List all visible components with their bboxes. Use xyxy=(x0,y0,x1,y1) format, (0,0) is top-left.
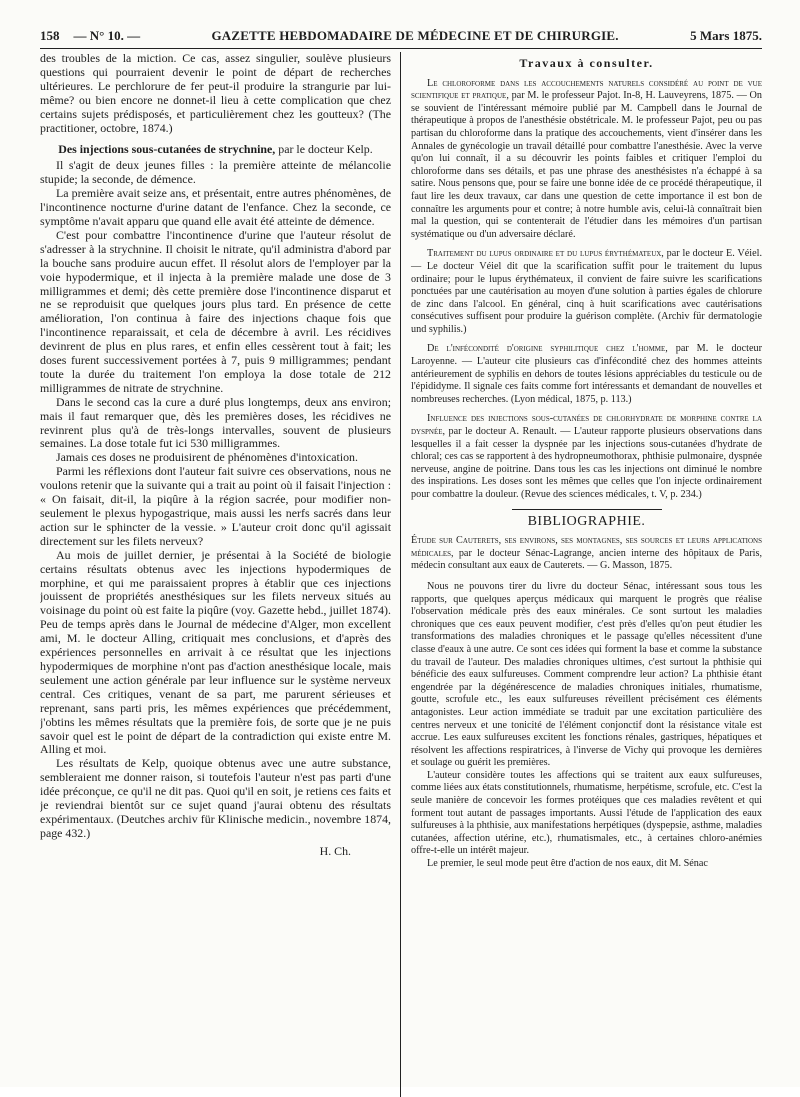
abstract-heading: Le chloroforme dans les accouchements naturels considéré au point de vue scientifique et pratique, xyxy=(411,77,762,102)
bibliography-heading-rest: par le docteur Sénac-Lagrange, ancien interne des hôpitaux de Paris, médecin consultant aux eaux de Cauterets. — G. Masson, 1875. xyxy=(411,547,762,572)
journal-title: GAZETTE HEBDOMADAIRE DE MÉDECINE ET DE CHIRURGIE. xyxy=(211,28,619,43)
section-divider xyxy=(512,509,662,510)
signature: H. Ch. xyxy=(319,843,351,858)
page-header xyxy=(40,28,762,49)
page-number: 158 xyxy=(40,28,60,43)
section-title: Travaux à consulter. xyxy=(519,56,654,70)
paragraph: des troubles de la miction. Ce cas, assez singulier, soulève plusieurs questions qui pourraient devenir le point de départ de recherches ultérieures. Le perchlorure de fer peut-il produire la strangurie par lui-même? ou bien encore ne donnet-il lieu à cette complication que chez certains sujets prédisposés, et particulièrement chez les goutteux? (The practitioner, octobre, 1874.) xyxy=(40,52,391,135)
abstract-heading: De l'infécondité d'origine syphilitique chez l'homme, xyxy=(427,343,668,355)
paragraph: La première avait seize ans, et présentait, entre autres phénomènes, de l'incontinence nocturne d'urine datant de l'enfance. Chez la seconde, ce symptôme n'avait apparu que quand elle avait été atteinte de démence. xyxy=(40,186,391,228)
abstract-heading: Influence des injections sous-cutanées de chlorhydrate de morphine contre la dyspnée, xyxy=(411,413,762,438)
article-title-text: Des injections sous-cutanées de strychnine, xyxy=(58,142,276,157)
bibliography-heading xyxy=(411,535,762,573)
abstract-item xyxy=(411,343,762,406)
article-byline: par le docteur Kelp. xyxy=(278,142,373,157)
issue-number: — N° 10. — xyxy=(73,28,141,43)
paragraph: Parmi les réflexions dont l'auteur fait suivre ces observations, nous ne voulons retenir que la suivante qui a trait au point où il faisait l'injection : « On faisait, dit-il, la piqûre à la région sacrée, pour modifier non-seulement le plexus hypogastrique, mais aussi les nerfs sacrés dans leur action sur le sphincter de la vessie. » L'auteur croit donc qu'il agissait directement sur les filets nerveux? xyxy=(40,464,391,548)
paragraph: Au mois de juillet dernier, je présentai à la Société de biologie certains résultats obtenus avec les injections hypodermiques de morphine, et qui me paraissaient propres à établir que ces injections jouissent de propriétés anesthésiques sur les filets nerveux situés au voisinage du point où est faite la piqûre (voy. Gazette hebd., juillet 1874). Peu de temps après dans le Journal de médecine d'Alger, mon excellent ami, M. le docteur Alling, critiquait mes conclusions, et d'après des expériences personnelles en arrivait à ce résultat que les injections hypodermiques de morphine n'ont pas d'action anesthésique locale, mais seulement une action générale par leur influence sur le système nerveux central. Ces critiques, venant de sa part, me parurent sérieuses et reprenant, sans parti pris, les mêmes expériences que précédemment, j'obtins les mêmes résultats que la première fois, de sorte que je ne puis savoir quel est le point de départ de la contradiction qui existe entre M. Alling et moi. xyxy=(40,547,391,757)
paragraph: Jamais ces doses ne produisirent de phénomènes d'intoxication. xyxy=(56,450,358,465)
paragraph: C'est pour combattre l'incontinence d'urine que l'auteur résolut de s'adresser à la strychnine. Il choisit le nitrate, qu'il administra d'abord par la bouche sans produire aucun effet. Il résolut alors de l'employer par la voie hypodermique, et il injecta à la première malade une dose de 3 milligrammes et demi; dès cette première dose l'incontinence disparut et ne se reproduisit que quelques jours plus tard. En présence de cette amélioration, l'on continua à faire des injections chaque fois que l'incontinence reparaissait, et cela de décembre à avril. Les récidives devinrent de plus en plus rares, et enfin elles cessèrent tout à fait; les doses furent successivement portées à 7, puis 9 milligrammes; pendant toute la durée du traitement l'on employa la dose totale de 212 milligrammes de nitrate de strychnine. xyxy=(40,227,391,395)
paragraph: Nous ne pouvons tirer du livre du docteur Sénac, intéressant sous tous les rapports, que quelques aperçus médicaux qui marquent le progrès que réalise l'observation médicale près des eaux minérales. Ce sont surtout les maladies chroniques que ces eaux peuvent modifier, c'est près d'elles qu'on peut étudier les transformations des maladies chroniques et le passage qu'elles nécessitent d'une classe d'eaux à une autre. Ce sont ces idées qui forment la base et comme la substance du travail de l'auteur. Des maladies chroniques ultimes, c'est surtout la phthisie qui bénéficie des eaux sulfureuses. Comment comprendre leur action? La phthisie étant engendrée par la dégénérescence de maladies chroniques initiales, rhumatisme, goutte, scrofule etc., les eaux sulfureuses réveillent précisément ces éléments antagonistes. Leur action immédiate se traduit par une excitation particulière des centres nerveux et une tonicité de l'élément conjonctif dont la résistance vitale est accrue. Les eaux sulfureuses excitent les fonctions rénales, gastriques, hépatiques et résolvent les affections respiratrices, à l'inverse de Vichy qui provoque les dernières et soulage ou guérit les premières. xyxy=(411,580,762,769)
paragraph: Dans le second cas la cure a duré plus longtemps, deux ans environ; mais il faut remarquer que, dès les premières doses, les récidives ne revinrent plus qu'à de très-longs intervalles, souvent de plusieurs semaines. La dose totale fut ici 530 milligrammes. xyxy=(40,394,391,451)
abstract-body: par M. le professeur Pajot. In-8, H. Lauveyrens, 1875. — On se souvient de l'intéressant mémoire publié par M. Campbell dans le Journal de thérapeutique à propos de l'anesthésie obstétricale. M. le professeur Pajot, peu ou pas partisan du chloroforme dans la pratique des accouchements, vient d'insérer dans les Annales de gynécologie un travail détaillé pour combattre l'anesthésie. Avec la verve qu'on lui connaît, il a su découvrir les points faibles et critiquer l'emploi du chloroforme dans ses détails, et pas une phrase des anesthésistes n'a échappé à sa satire. Nous pensons que, pour se faire une bonne idée de ce procédé thérapeutique, il faut lire les deux travaux, car dans une question de cette importance il est bon de connaître les arguments pour et contre; à notre humble avis, celui-là connaîtrait bien mal la question, qui se contenterait de l'étudier dans les mémoires d'un partisan systématique ou d'un adversaire déclaré. xyxy=(411,90,762,240)
article-title xyxy=(40,143,391,157)
abstract-body: par le docteur E. Véiel. — Le docteur Véiel dit que la scarification suffit pour le traitement du lupus ordinaire; pour le lupus érythémateux, il convient de faire suivre les scarifications ponctuées par une cautérisation au moyen d'une solution à parties égales de chlorure de zinc dans l'alcool. En général, cinq à huit scarifications avec cautérisations consécutives suffisent pour produire la guérison complète. (Archiv für dermatologie und syphilis.) xyxy=(411,248,762,335)
bibliography-title: BIBLIOGRAPHIE. xyxy=(527,513,646,529)
abstract-item xyxy=(411,248,762,336)
right-column xyxy=(400,52,762,1097)
columns xyxy=(40,52,762,1097)
left-column xyxy=(40,52,400,1097)
abstract-body: par M. le docteur Laroyenne. — L'auteur cite plusieurs cas d'infécondité chez des hommes atteints antérieurement de syphilis en dehors de toutes lésions appréciables du testicule ou de l'épididyme. Il signale ces faits comme fort intéressants et demandant de nouvelles et nombreuses recherches. (Lyon médical, 1875, p. 113.) xyxy=(411,343,762,405)
abstract-item xyxy=(411,78,762,242)
abstract-heading: Traitement du lupus ordinaire et du lupus érythémateux, xyxy=(427,248,664,260)
paragraph: L'auteur considère toutes les affections qui se traitent aux eaux sulfureuses, comme liées aux états constitutionnels, rhumatisme, herpétisme, scrofule, etc. C'est la seule manière de concevoir les formes protéiques que ces maladies revêtent et qui forment tout autant de passages importants. Aussi l'étude de l'application des eaux sulfureuses à la phthisie, aux manifestations herpétiques (dyspepsie, asthme, maladies cutanées, affection utérine, etc.), rhumatismales, etc., à certaines chloro-anémies offre-t-elle un intérêt majeur. xyxy=(411,769,762,857)
paragraph: Il s'agit de deux jeunes filles : la première atteinte de mélancolie stupide; la seconde, de démence. xyxy=(40,158,391,187)
paragraph: Le premier, le seul mode peut être d'action de nos eaux, dit M. Sénac xyxy=(427,858,708,870)
header-left xyxy=(40,28,140,44)
abstract-item xyxy=(411,413,762,501)
bibliography-heading-title: Étude sur Cauterets, ses environs, ses montagnes, ses sources et leurs applications médicales, xyxy=(411,535,762,559)
paragraph: Les résultats de Kelp, quoique obtenus avec une autre substance, sembleraient me donner raison, si toutefois l'auteur n'est pas parti d'une idée préconçue, ce qu'il ne dit pas. Quoi qu'il en soit, je retiens ces faits et je reviendrai bientôt sur ce sujet quand j'aurai obtenu des résultats expérimentaux. (Deutches archiv für Klinische medicin., novembre 1874, page 432.) xyxy=(40,756,391,840)
issue-date: 5 Mars 1875. xyxy=(690,28,762,43)
abstract-body: par le docteur A. Renault. — L'auteur rapporte plusieurs observations dans lesquelles il a fait cesser la dyspnée par les injections sous-cutanées d'hydrate de chloral; ces cas se rapportent à des hydropneumothorax, phthisie pulmonaire, dyspnée nerveuse, angine de poitrine. Dans tous les cas les injections ont diminué le nombre des inspirations. Les doses sont les mêmes que celles que l'on injecte ordinairement pour combattre la douleur. (Revue des sciences médicales, t. V, p. 234.) xyxy=(411,426,762,500)
